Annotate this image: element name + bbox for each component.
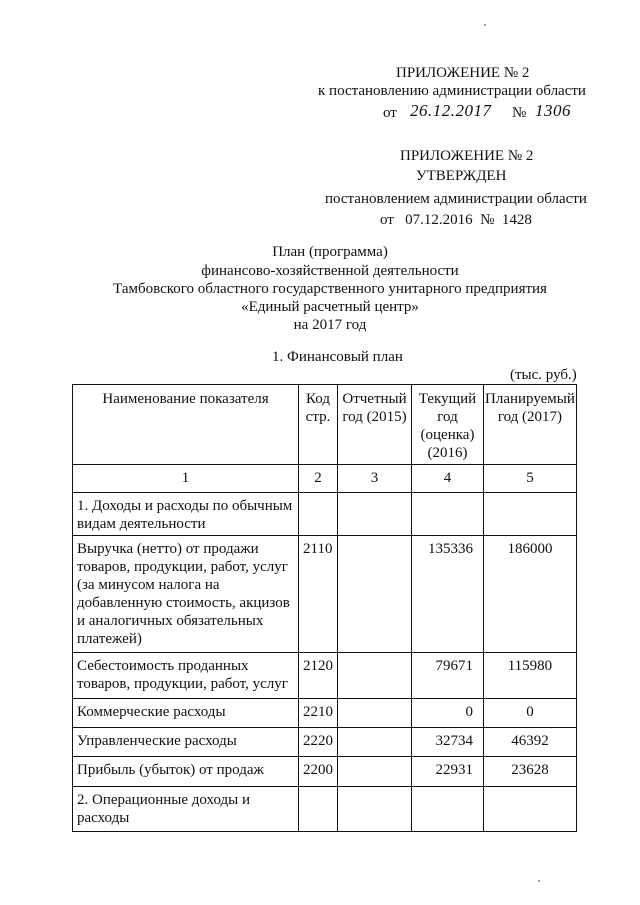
column-number-row — [73, 465, 577, 493]
header-reported: Отчетный год (2015) — [342, 391, 407, 425]
scan-speck — [484, 24, 486, 26]
appendix-original-line: постановлением администрации области — [325, 191, 587, 207]
row-reported — [338, 757, 411, 760]
unit-note: (тыс. руб.) — [510, 367, 577, 383]
handwritten-date: 26.12.2017 — [410, 101, 492, 120]
row-planned: 0 — [526, 704, 534, 720]
column-number: 2 — [314, 470, 322, 486]
row-current — [412, 493, 483, 496]
document-title-line5: на 2017 год — [293, 317, 367, 333]
appendix-original-title: ПРИЛОЖЕНИЕ № 2 — [400, 148, 534, 164]
row-reported — [338, 536, 411, 539]
document-title-line3: Тамбовского областного государственного унитарного предприятия — [113, 281, 547, 297]
table-row — [73, 699, 577, 728]
row-current: 0 — [465, 704, 473, 720]
row-code: 2210 — [303, 704, 333, 720]
row-name: 2. Операционные доходы и расходы — [77, 792, 251, 826]
document-title-line1: План (программа) — [272, 244, 388, 260]
column-number: 4 — [443, 470, 452, 486]
row-name: Прибыль (убыток) от продаж — [77, 762, 264, 778]
row-current: 135336 — [428, 541, 473, 557]
appendix-original-date-line: от 07.12.2016 № 1428 — [380, 212, 532, 228]
row-name: Коммерческие расходы — [77, 704, 226, 720]
section-title: 1. Финансовый план — [272, 349, 403, 365]
row-planned: 23628 — [511, 762, 549, 778]
header-current: Текущий год (оценка) (2016) — [418, 391, 477, 461]
row-name: Себестоимость проданных товаров, продукции, работ, услуг — [77, 658, 288, 692]
row-code — [299, 493, 337, 496]
document-title-line4: «Единый расчетный центр» — [241, 299, 419, 315]
scan-speck — [538, 880, 540, 882]
row-planned — [484, 787, 576, 790]
row-code: 2110 — [303, 541, 333, 557]
row-reported — [338, 787, 411, 790]
table-row — [73, 493, 577, 536]
row-current: 22931 — [435, 762, 473, 778]
row-name: Управленческие расходы — [77, 733, 237, 749]
approved-label: УТВЕРЖДЕН — [416, 168, 507, 184]
column-number: 3 — [370, 470, 379, 486]
row-name: Выручка (нетто) от продажи товаров, продукции, работ, услуг (за минусом налога на добавленную стоимость, акцизов и аналогичных обязательных платежей) — [77, 541, 290, 647]
document-title-line2: финансово-хозяйственной деятельности — [201, 263, 459, 279]
row-reported — [338, 699, 411, 702]
row-code: 2200 — [303, 762, 333, 778]
table-row — [73, 787, 577, 832]
row-code — [299, 787, 337, 790]
table-row — [73, 757, 577, 787]
header-code: Код стр. — [305, 391, 331, 425]
row-planned — [484, 493, 576, 496]
handwritten-number: 1306 — [535, 101, 571, 120]
appendix-current-line: к постановлению администрации области — [318, 83, 586, 99]
financial-plan-table — [72, 384, 577, 832]
table-row — [73, 653, 577, 699]
column-number: 5 — [526, 470, 534, 486]
table-header-row — [73, 385, 577, 465]
row-planned: 115980 — [507, 658, 553, 674]
row-reported — [338, 728, 411, 731]
row-current: 32734 — [435, 733, 473, 749]
row-reported — [338, 653, 411, 656]
appendix-current-number-label: № — [512, 105, 527, 121]
header-planned: Планируемый год (2017) — [485, 391, 575, 425]
row-name: 1. Доходы и расходы по обычным видам деятельности — [77, 498, 293, 532]
table-row — [73, 536, 577, 653]
row-reported — [338, 493, 411, 496]
row-planned: 186000 — [507, 541, 553, 557]
column-number: 1 — [181, 470, 190, 486]
appendix-current-from-label: от — [383, 105, 397, 121]
row-code: 2220 — [303, 733, 333, 749]
row-planned: 46392 — [511, 733, 549, 749]
row-current — [412, 787, 483, 790]
table-row — [73, 728, 577, 757]
row-code: 2120 — [303, 658, 333, 674]
appendix-current-title: ПРИЛОЖЕНИЕ № 2 — [396, 65, 530, 81]
header-name: Наименование показателя — [102, 391, 269, 407]
row-current: 79671 — [435, 658, 473, 674]
